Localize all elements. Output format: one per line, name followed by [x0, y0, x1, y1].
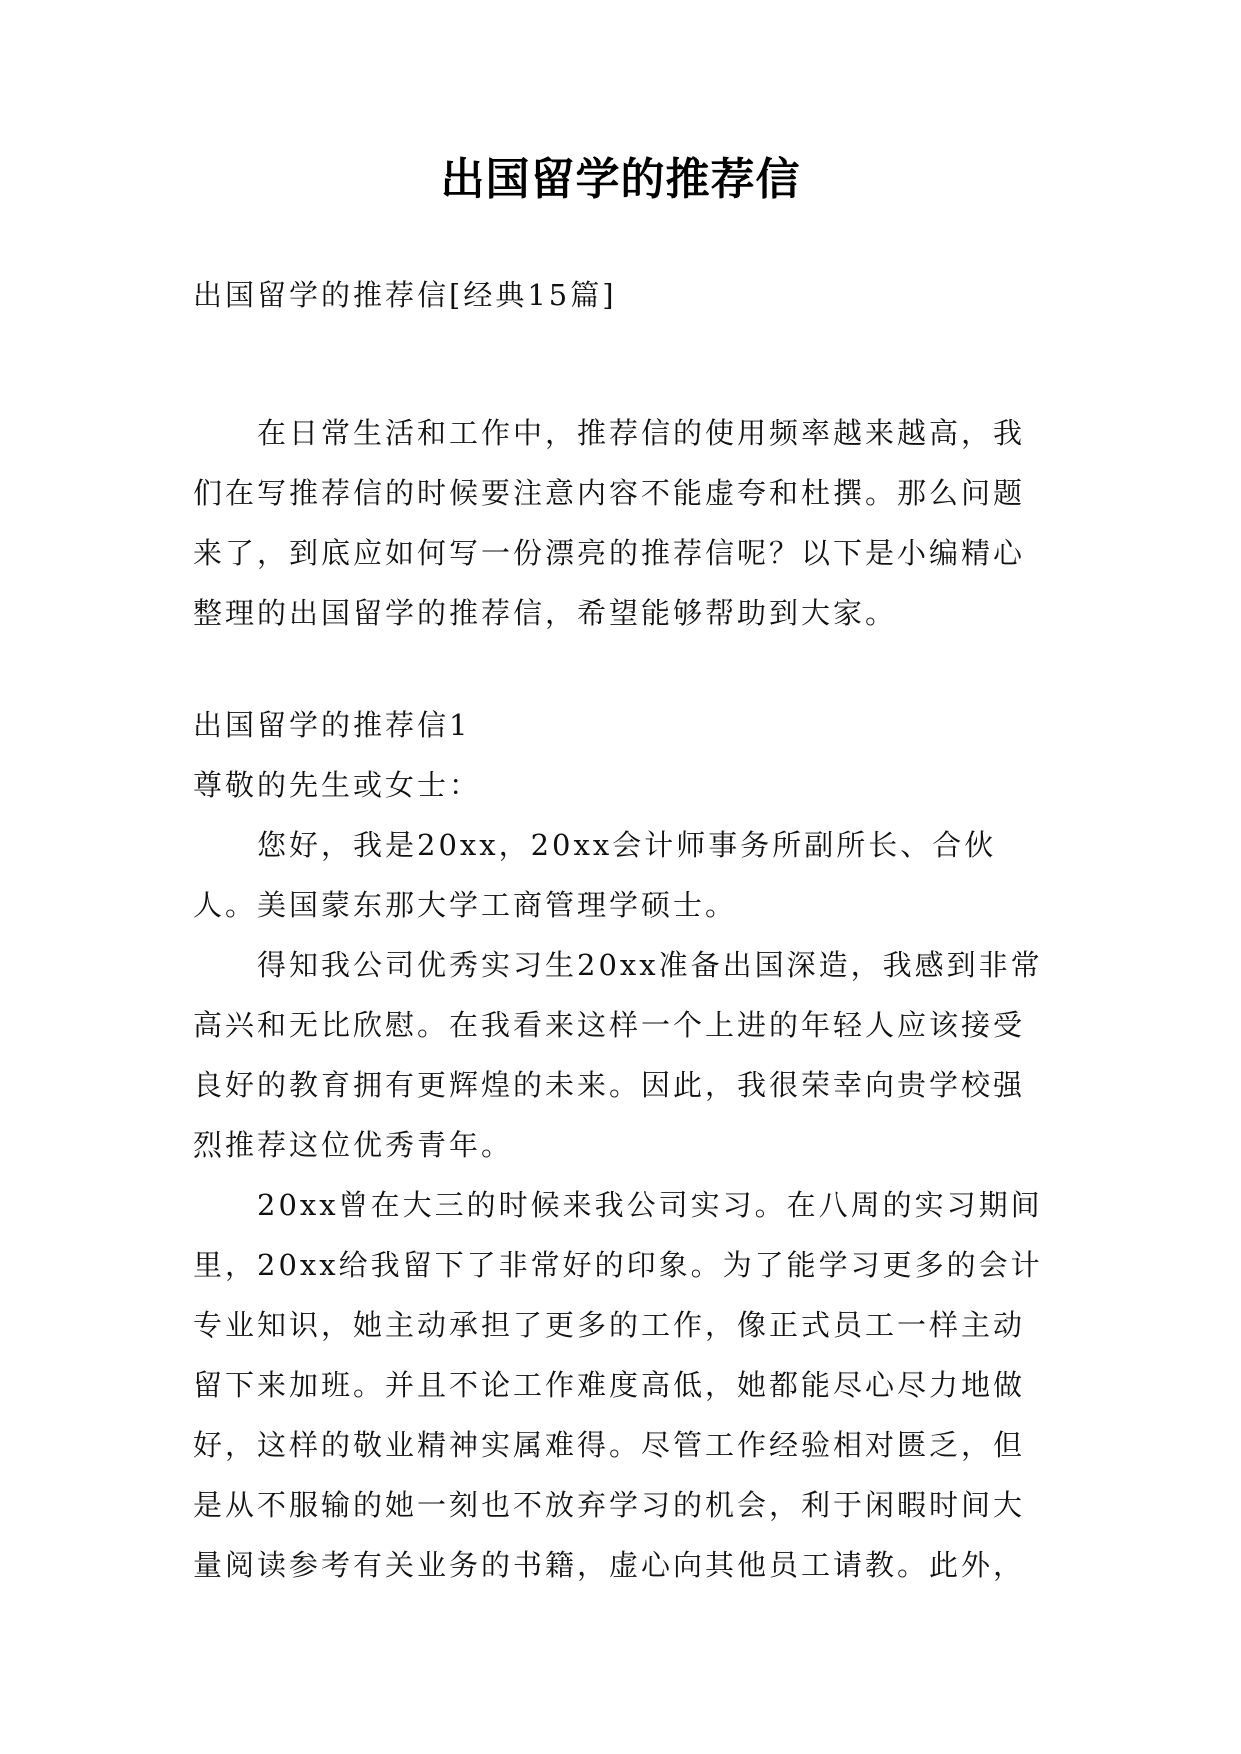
- letter-1-paragraph-1: 您好，我是20xx，20xx会计师事务所副所长、合伙人。美国蒙东那大学工商管理学硕士。: [193, 828, 997, 922]
- intro-section: [193, 403, 1055, 643]
- letter-1-paragraph-2: 得知我公司优秀实习生20xx准备出国深造，我感到非常高兴和无比欣慰。在我看来这样一个上进的年轻人应该接受良好的教育拥有更辉煌的未来。因此，我很荣幸向贵学校强烈推荐这位优秀青年。: [193, 948, 1043, 1162]
- letter-1-heading: 出国留学的推荐信1: [193, 708, 471, 742]
- intro-paragraph: 在日常生活和工作中，推荐信的使用频率越来越高，我们在写推荐信的时候要注意内容不能虚夸和杜撰。那么问题来了，到底应如何写一份漂亮的推荐信呢？以下是小编精心整理的出国留学的推荐信，希望能够帮助到大家。: [193, 416, 1026, 630]
- document-subtitle: 出国留学的推荐信[经典15篇]: [193, 278, 617, 312]
- letter-1-salutation: 尊敬的先生或女士：: [193, 768, 482, 802]
- letter-1-paragraph-3: 20xx曾在大三的时候来我公司实习。在八周的实习期间里，20xx给我留下了非常好的印象。为了能学习更多的会计专业知识，她主动承担了更多的工作，像正式员工一样主动留下来加班。并且不论工作难度高低，她都能尽心尽力地做好，这样的敬业精神实属难得。尽管工作经验相对匮乏，但是从不服输的她一刻也不放弃学习的机会，利于闲暇时间大量阅读参考有关业务的书籍，虚心向其他员工请教。此外，: [193, 1188, 1043, 1582]
- document-title: 出国留学的推荐信: [440, 154, 801, 205]
- letter-1-section: [193, 695, 1055, 1595]
